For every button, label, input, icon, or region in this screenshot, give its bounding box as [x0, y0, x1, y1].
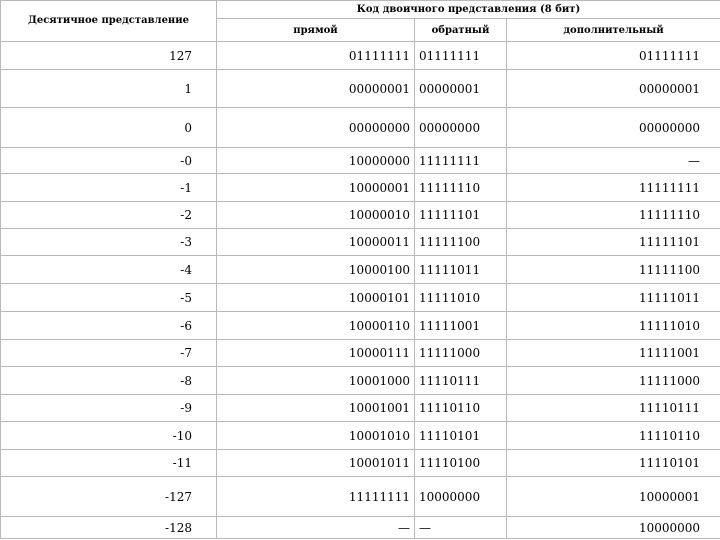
inverse-code-cell: 11110110: [415, 395, 507, 422]
direct-code-cell: 11111111: [217, 477, 415, 517]
decimal-cell: -128: [1, 517, 217, 539]
complement-code-cell: 11111001: [507, 340, 720, 367]
direct-code-cell: 10000000: [217, 148, 415, 174]
header-code-group: Код двоичного представления (8 бит): [217, 1, 720, 19]
complement-code-cell: 00000001: [507, 70, 720, 108]
complement-code-cell: 11111000: [507, 367, 720, 395]
table-row: [1, 422, 720, 450]
direct-code-cell: 10000010: [217, 202, 415, 229]
table-row: [1, 229, 720, 256]
table-row: [1, 70, 720, 108]
inverse-code-cell: 11110101: [415, 422, 507, 450]
decimal-cell: -0: [1, 148, 217, 174]
decimal-cell: -11: [1, 450, 217, 477]
direct-code-cell: 10000101: [217, 284, 415, 312]
direct-code-cell: 10001011: [217, 450, 415, 477]
direct-code-cell: 10000110: [217, 312, 415, 340]
complement-code-cell: 11111010: [507, 312, 720, 340]
decimal-cell: -4: [1, 256, 217, 284]
inverse-code-cell: 11110111: [415, 367, 507, 395]
inverse-code-cell: 00000000: [415, 108, 507, 148]
complement-code-cell: 10000000: [507, 517, 720, 539]
complement-code-cell: 11110111: [507, 395, 720, 422]
direct-code-cell: 10000011: [217, 229, 415, 256]
inverse-code-cell: 11111010: [415, 284, 507, 312]
table-row: [1, 517, 720, 539]
complement-code-cell: 11110110: [507, 422, 720, 450]
direct-code-cell: 10001000: [217, 367, 415, 395]
direct-code-cell: 00000001: [217, 70, 415, 108]
inverse-code-cell: 11111011: [415, 256, 507, 284]
decimal-cell: -6: [1, 312, 217, 340]
decimal-cell: -1: [1, 174, 217, 202]
direct-code-cell: 01111111: [217, 42, 415, 70]
complement-code-cell: 10000001: [507, 477, 720, 517]
decimal-cell: -2: [1, 202, 217, 229]
table-row: [1, 395, 720, 422]
inverse-code-cell: 11111111: [415, 148, 507, 174]
complement-code-cell: 11111101: [507, 229, 720, 256]
header-direct: прямой: [217, 19, 415, 42]
header-inverse: обратный: [415, 19, 507, 42]
inverse-code-cell: 11110100: [415, 450, 507, 477]
inverse-code-cell: 10000000: [415, 477, 507, 517]
header-decimal: Десятичное представление: [1, 1, 217, 42]
direct-code-cell: 10001001: [217, 395, 415, 422]
decimal-cell: 127: [1, 42, 217, 70]
complement-code-cell: —: [507, 148, 720, 174]
decimal-cell: -127: [1, 477, 217, 517]
complement-code-cell: 00000000: [507, 108, 720, 148]
decimal-cell: -5: [1, 284, 217, 312]
inverse-code-cell: 11111000: [415, 340, 507, 367]
inverse-code-cell: 11111001: [415, 312, 507, 340]
decimal-cell: -7: [1, 340, 217, 367]
decimal-cell: -10: [1, 422, 217, 450]
header-complement: дополнительный: [507, 19, 720, 42]
inverse-code-cell: 11111110: [415, 174, 507, 202]
complement-code-cell: 11111111: [507, 174, 720, 202]
complement-code-cell: 11110101: [507, 450, 720, 477]
table-header: [1, 1, 720, 42]
complement-code-cell: 11111011: [507, 284, 720, 312]
table-row: [1, 477, 720, 517]
table-row: [1, 42, 720, 70]
complement-code-cell: 11111100: [507, 256, 720, 284]
table-row: [1, 108, 720, 148]
inverse-code-cell: —: [415, 517, 507, 539]
decimal-cell: -3: [1, 229, 217, 256]
inverse-code-cell: 01111111: [415, 42, 507, 70]
inverse-code-cell: 00000001: [415, 70, 507, 108]
table-row: [1, 256, 720, 284]
inverse-code-cell: 11111101: [415, 202, 507, 229]
table-row: [1, 202, 720, 229]
decimal-cell: 0: [1, 108, 217, 148]
complement-code-cell: 11111110: [507, 202, 720, 229]
direct-code-cell: —: [217, 517, 415, 539]
table-row: [1, 367, 720, 395]
direct-code-cell: 00000000: [217, 108, 415, 148]
table-row: [1, 148, 720, 174]
decimal-cell: -8: [1, 367, 217, 395]
direct-code-cell: 10001010: [217, 422, 415, 450]
decimal-cell: -9: [1, 395, 217, 422]
table-row: [1, 174, 720, 202]
table-body: [1, 42, 720, 539]
direct-code-cell: 10000111: [217, 340, 415, 367]
complement-code-cell: 01111111: [507, 42, 720, 70]
decimal-cell: 1: [1, 70, 217, 108]
inverse-code-cell: 11111100: [415, 229, 507, 256]
table-row: [1, 450, 720, 477]
table-row: [1, 340, 720, 367]
table-row: [1, 312, 720, 340]
table-row: [1, 284, 720, 312]
direct-code-cell: 10000100: [217, 256, 415, 284]
direct-code-cell: 10000001: [217, 174, 415, 202]
